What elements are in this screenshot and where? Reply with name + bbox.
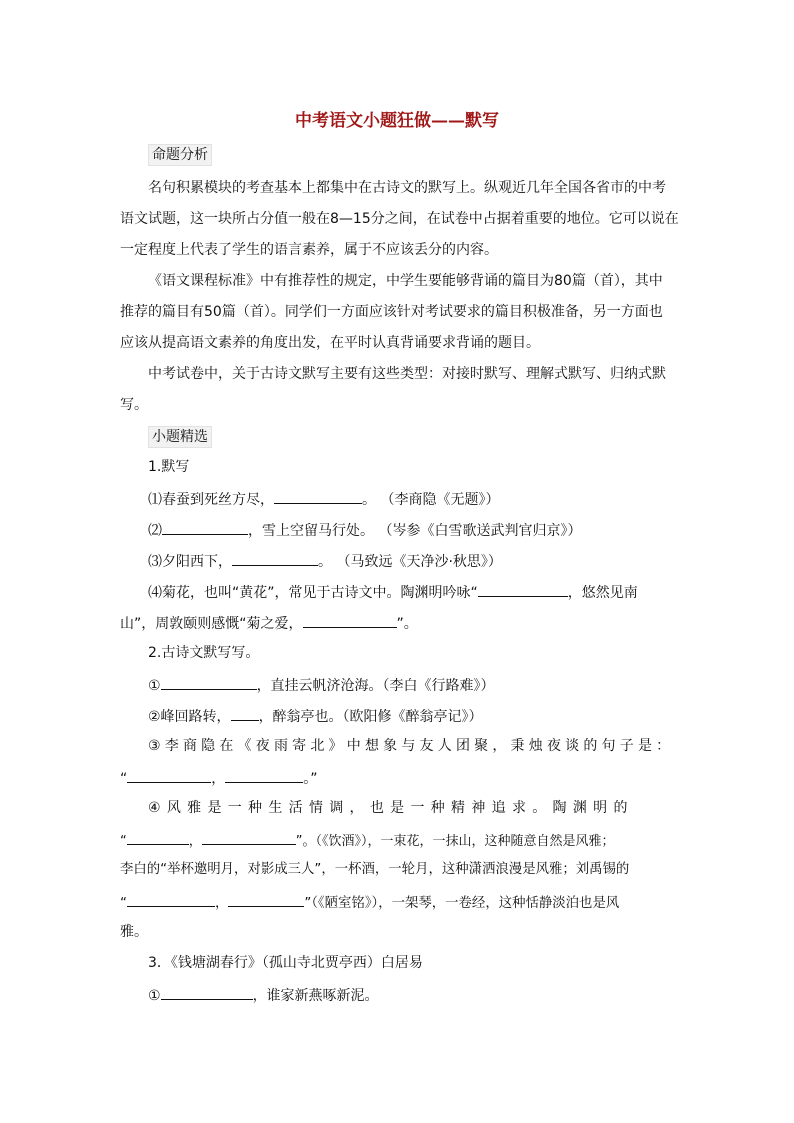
item-text: “	[120, 834, 127, 849]
item-text: ”。（《饮酒》），一束花，一抹山，这种随意自然是风雅；	[295, 834, 615, 849]
answer-blank[interactable]	[161, 984, 253, 1000]
item-text: ，	[188, 834, 202, 849]
paragraph-line: 雅。	[120, 924, 148, 940]
item-text: ，谁家新燕啄新泥。	[252, 988, 379, 1004]
question-item	[148, 488, 499, 510]
item-text: 。 （李商隐《无题》）	[362, 492, 500, 508]
question-heading: 2.古诗文默写写。	[148, 645, 260, 661]
item-text: ③李商隐在《夜雨寄北》中想象与友人团聚，秉烛夜谈的句子是：	[148, 738, 675, 754]
answer-blank[interactable]	[478, 581, 568, 597]
item-text: ①	[148, 988, 161, 1004]
item-text: 。 （马致远《天净沙·秋思》）	[318, 554, 502, 570]
item-text: ④风雅是一种生活情调，也是一种精神追求。陶渊明的	[148, 800, 634, 816]
item-text: ②峰回路转，	[148, 709, 231, 725]
item-text: ⑵	[148, 523, 162, 539]
answer-blank[interactable]	[228, 891, 304, 907]
answer-blank[interactable]	[303, 612, 397, 628]
item-text: ”（《陋室铭》），一架琴，一卷经，这种恬静淡泊也是风	[304, 896, 620, 911]
answer-blank[interactable]	[232, 550, 318, 566]
answer-blank[interactable]	[274, 488, 362, 504]
item-text: ①	[148, 678, 161, 694]
question-item	[120, 829, 615, 852]
question-item	[148, 581, 638, 603]
answer-blank[interactable]	[127, 767, 211, 783]
item-text: ，	[214, 896, 229, 911]
question-item	[148, 736, 674, 756]
question-item	[148, 550, 502, 572]
item-text: ，	[211, 771, 226, 787]
paragraph-line: 李白的“举杯邀明月，对影成三人”，一杯酒，一轮月，这种潇洒浪漫是风雅；刘禹锡的	[120, 862, 630, 877]
answer-blank[interactable]	[127, 829, 189, 845]
question-heading: 1.默写	[148, 459, 190, 475]
answer-blank[interactable]	[161, 674, 257, 690]
question-item	[120, 612, 418, 634]
question-item	[120, 891, 619, 914]
paragraph-line: 名句积累模块的考查基本上都集中在古诗文的默写上。纵观近几年全国各省市的中考	[148, 180, 666, 196]
question-item	[148, 798, 634, 818]
paragraph-line: 写。	[120, 397, 148, 413]
item-text: ，悠然见南	[567, 585, 638, 601]
item-text: ，直挂云帆济沧海。（李白《行路难》）	[256, 678, 495, 694]
answer-blank[interactable]	[231, 705, 259, 721]
section-heading-analysis: 命题分析	[148, 144, 212, 166]
question-item	[120, 767, 318, 789]
paragraph-line: 一定程度上代表了学生的语言素养，属于不应该丢分的内容。	[120, 242, 498, 258]
paragraph-line: 语文试题，这一块所占分值一般在8—15分之间，在试卷中占据着重要的地位。它可以说在	[120, 211, 679, 227]
question-item	[148, 674, 495, 696]
item-text: ”。	[396, 616, 418, 632]
answer-blank[interactable]	[225, 767, 303, 783]
item-text: 山”，周敦颐则感慨“菊之爱，	[120, 616, 303, 632]
question-heading: 3．《钱塘湖春行》（孤山寺北贾亭西）白居易	[148, 955, 423, 971]
item-text: ⑶夕阳西下，	[148, 554, 232, 570]
question-item	[148, 705, 483, 727]
item-text: 。”	[303, 771, 318, 787]
item-text: “	[120, 771, 128, 787]
item-text: ，醉翁亭也。（欧阳修《醉翁亭记》）	[258, 709, 483, 725]
section-heading-exercises: 小题精选	[148, 426, 212, 448]
item-text: “	[120, 896, 127, 911]
item-text: ⑴春蚕到死丝方尽，	[148, 492, 274, 508]
item-text: ⑷菊花，也叫“黄花”，常见于古诗文中。陶渊明吟咏“	[148, 585, 478, 601]
answer-blank[interactable]	[162, 519, 248, 535]
paragraph-line: 中考试卷中，关于古诗文默写主要有这些类型：对接时默写、理解式默写、归纳式默	[148, 366, 666, 382]
question-item	[148, 519, 581, 541]
question-item	[148, 984, 379, 1006]
paragraph-line: 《语文课程标准》中有推荐性的规定，中学生要能够背诵的篇目为80篇（首），其中	[148, 273, 663, 289]
paragraph-line: 推荐的篇目有50篇（首）。同学们一方面应该针对考试要求的篇目积极准备，另一方面也	[120, 304, 663, 320]
page-title: 中考语文小题狂做——默写	[295, 111, 499, 131]
answer-blank[interactable]	[202, 829, 296, 845]
item-text: ，雪上空留马行处。 （岑参《白雪歌送武判官归京》）	[248, 523, 582, 539]
answer-blank[interactable]	[127, 891, 215, 907]
paragraph-line: 应该从提高语文素养的角度出发，在平时认真背诵要求背诵的题目。	[120, 335, 540, 351]
